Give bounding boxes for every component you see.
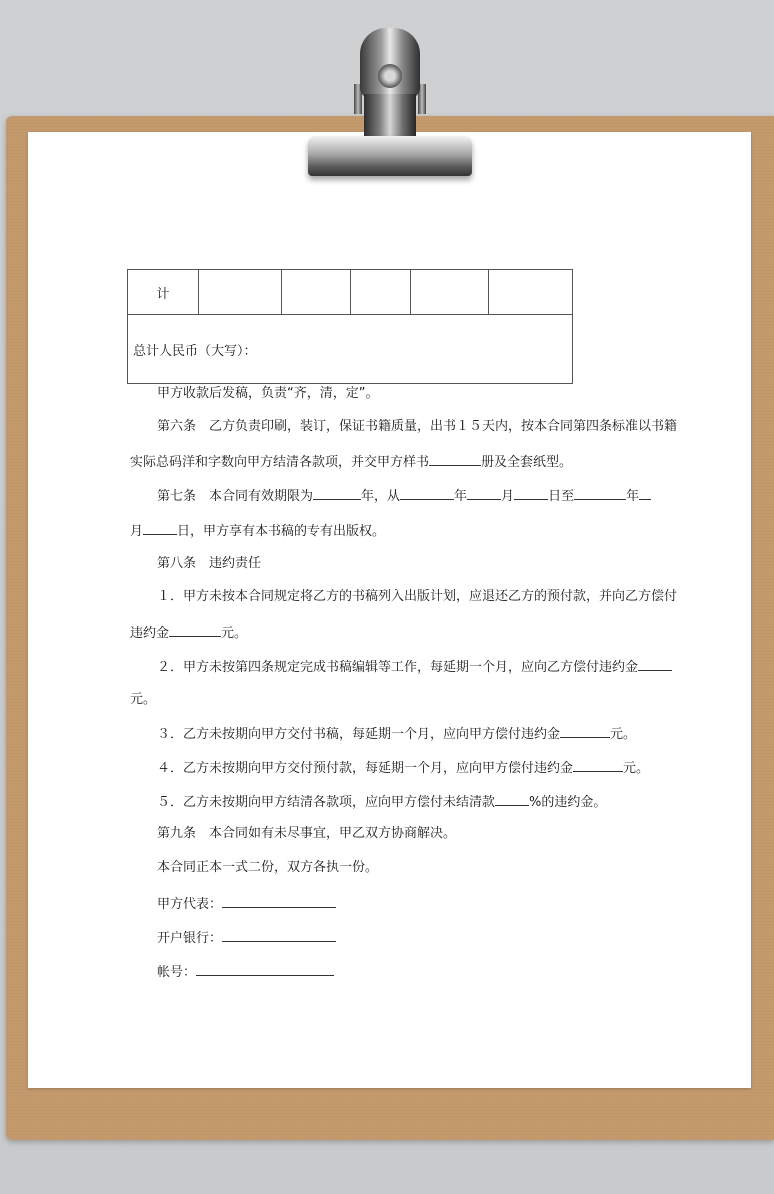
- clause-8-item-1: １．甲方未按本合同规定将乙方的书稿列入出版计划，应退还乙方的预付款，并向乙方偿付: [157, 589, 678, 604]
- account-field[interactable]: [196, 963, 334, 976]
- blank-field[interactable]: [573, 759, 623, 772]
- total-rmb-uppercase-cell: 总计人民币（大写）：: [128, 315, 573, 384]
- total-label-cell: 计: [128, 270, 199, 315]
- signature-field[interactable]: [222, 895, 336, 908]
- clause-9: 第九条 本合同如有未尽事宜，甲乙双方协商解决。: [157, 826, 457, 841]
- clause-text: 甲方收款后发稿，负责“齐，清，定”。: [157, 386, 379, 401]
- copies-note: 本合同正本一式二份，双方各执一份。: [157, 860, 379, 875]
- blank-field[interactable]: [638, 658, 672, 671]
- blank-field[interactable]: [143, 522, 177, 535]
- blank-field[interactable]: [574, 487, 626, 500]
- blank-field[interactable]: [495, 793, 529, 806]
- blank-field[interactable]: [639, 487, 651, 500]
- clause-8-item-4: ４．乙方未按期向甲方交付预付款，每延期一个月，应向甲方偿付违约金 元。: [157, 761, 650, 776]
- clause-6-cont: 实际总码洋和字数向甲方结清各款项，并交甲方样书 册及全套纸型。: [130, 455, 573, 470]
- bank-field[interactable]: [222, 929, 336, 942]
- clause-8-item-3: ３．乙方未按期向甲方交付书稿，每延期一个月，应向甲方偿付违约金 元。: [157, 727, 637, 742]
- blank-field[interactable]: [313, 487, 361, 500]
- blank-field[interactable]: [169, 624, 221, 637]
- amount-table: [127, 269, 573, 384]
- blank-field[interactable]: [467, 487, 501, 500]
- clause-7: 第七条 本合同有效期限为 年，从 年 月 日至 年: [157, 487, 654, 505]
- binder-clip: [300, 24, 480, 184]
- clause-8-heading: 第八条 违约责任: [157, 556, 262, 571]
- party-a-representative: 甲方代表：: [157, 895, 654, 913]
- clause-8-item-2-cont: 元。: [130, 692, 157, 707]
- blank-field[interactable]: [514, 487, 548, 500]
- blank-field[interactable]: [560, 725, 610, 738]
- account-line: 帐号：: [157, 963, 654, 981]
- clause-7-cont: 月 日，甲方享有本书稿的专有出版权。: [130, 524, 386, 539]
- clause-8-item-2: ２．甲方未按第四条规定完成书稿编辑等工作，每延期一个月，应向乙方偿付违约金: [157, 658, 654, 676]
- blank-field[interactable]: [429, 453, 481, 466]
- bank-line: 开户银行：: [157, 929, 654, 947]
- clause-8-item-5: ５．乙方未按期向甲方结清各款项，应向甲方偿付未结清款 %的违约金。: [157, 795, 607, 810]
- clause-8-item-1-cont: 违约金 元。: [130, 626, 248, 641]
- blank-field[interactable]: [400, 487, 454, 500]
- clause-6: 第六条 乙方负责印刷，装订，保证书籍质量，出书１５天内，按本合同第四条标准以书籍: [157, 419, 678, 434]
